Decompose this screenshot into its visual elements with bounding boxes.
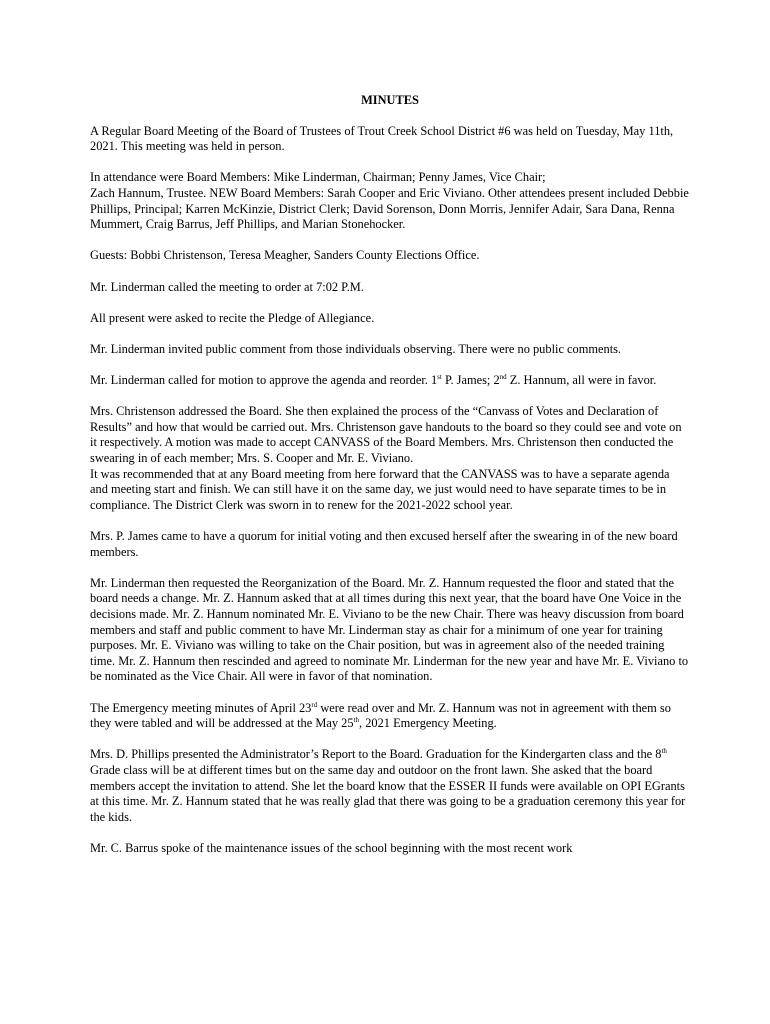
attendance-line-2: Zach Hannum, Trustee. NEW Board Members: Sarah Cooper and Eric Viviano. Other attendees present included Debbie Phillips, Principal; Karren McKinzie, District Clerk; David Sorenson, Donn Morris, Jennifer Adair, Sara Dana, Renna Mummert, Craig Barrus, Jeff Phillips, and Marian Stonehocker. bbox=[90, 185, 689, 232]
ordinal-suffix: st bbox=[437, 372, 442, 381]
ordinal-suffix: rd bbox=[311, 700, 318, 709]
document-title: MINUTES bbox=[361, 93, 419, 107]
emergency-minutes-text-a: The Emergency meeting minutes of April 23 bbox=[90, 700, 312, 715]
canvass-recommendation-paragraph: It was recommended that at any Board meeting from here forward that the CANVASS was to have a separate agenda and meeting start and finish. We can still have it on the same day, we just would need to have separate times to be in compliance. The District Clerk was sworn in to renew for the 2021-2022 school year. bbox=[90, 466, 670, 512]
administrator-report-text-b: Grade class will be at different times but on the same day and outdoor on the front lawn. She asked that the board members accept the invitation to attend. She let the board know that the ESSER II funds were available on OPI EGrants at this time. Mr. Z. Hannum stated that he was really glad that there was going to be a graduation ceremony this year for the kids. bbox=[90, 762, 686, 824]
attendance-line-1: In attendance were Board Members: Mike Linderman, Chairman; Penny James, Vice Chair; bbox=[90, 170, 546, 185]
administrator-report-text-a: Mrs. D. Phillips presented the Administrator’s Report to the Board. Graduation for the Kindergarten class and the 8 bbox=[90, 747, 662, 762]
public-comment-paragraph: Mr. Linderman invited public comment from those individuals observing. There were no public comments. bbox=[90, 341, 622, 356]
canvass-paragraph: Mrs. Christenson addressed the Board. She then explained the process of the “Canvass of Votes and Declaration of Results” and how that would be carried out. Mrs. Christenson gave handouts to the board so they could see and vote on it respectively. A motion was made to accept CANVASS of the Board Members. Mrs. Christenson then conducted the swearing in of each member; Mrs. S. Cooper and Mr. E. Viviano. bbox=[90, 404, 682, 466]
maintenance-paragraph: Mr. C. Barrus spoke of the maintenance issues of the school beginning with the most recent work bbox=[90, 840, 573, 855]
ordinal-suffix: nd bbox=[499, 372, 507, 381]
quorum-paragraph: Mrs. P. James came to have a quorum for initial voting and then excused herself after the swearing in of the new board members. bbox=[90, 529, 678, 559]
agenda-motion-text-a: Mr. Linderman called for motion to approve the agenda and reorder. 1 bbox=[90, 373, 438, 388]
emergency-minutes-text-b: were read over and Mr. Z. Hannum was not in agreement with them so they were tabled and will be addressed at the May 25 bbox=[90, 700, 671, 731]
meeting-intro-paragraph: A Regular Board Meeting of the Board of Trustees of Trout Creek School District #6 was held on Tuesday, May 11th, 2021. This meeting was held in person. bbox=[90, 123, 674, 154]
call-to-order-paragraph: Mr. Linderman called the meeting to order at 7:02 P.M. bbox=[90, 279, 364, 294]
ordinal-suffix: th bbox=[353, 716, 360, 725]
administrator-report-paragraph bbox=[90, 747, 690, 825]
attendance-paragraph bbox=[90, 170, 690, 232]
agenda-motion-paragraph bbox=[90, 373, 690, 389]
minutes-document bbox=[90, 93, 690, 872]
pledge-paragraph: All present were asked to recite the Pledge of Allegiance. bbox=[90, 310, 375, 325]
emergency-minutes-text-c: , 2021 Emergency Meeting. bbox=[359, 716, 497, 731]
ordinal-suffix: th bbox=[661, 747, 667, 756]
reorganization-paragraph: Mr. Linderman then requested the Reorganization of the Board. Mr. Z. Hannum requested the floor and stated that the board needs a change. Mr. Z. Hannum asked that at all times during this next year, that the board have One Voice in the decisions made. Mr. Z. Hannum nominated Mr. E. Viviano to be the new Chair. There was heavy discussion from board members and staff and public comment to have Mr. Linderman stay as chair for a minimum of one year for training purposes. Mr. E. Viviano was willing to take on the Chair position, but was in agreement also of the needed training time. Mr. Z. Hannum then rescinded and agreed to nominate Mr. Linderman for the new year and have Mr. E. Viviano to be nominated as the Vice Chair. All were in favor of that nomination. bbox=[90, 575, 689, 684]
emergency-minutes-paragraph bbox=[90, 701, 690, 732]
agenda-motion-text-b: P. James; 2 bbox=[441, 373, 500, 388]
agenda-motion-text-c: Z. Hannum, all were in favor. bbox=[506, 373, 657, 388]
guests-paragraph: Guests: Bobbi Christenson, Teresa Meagher, Sanders County Elections Office. bbox=[90, 248, 480, 263]
